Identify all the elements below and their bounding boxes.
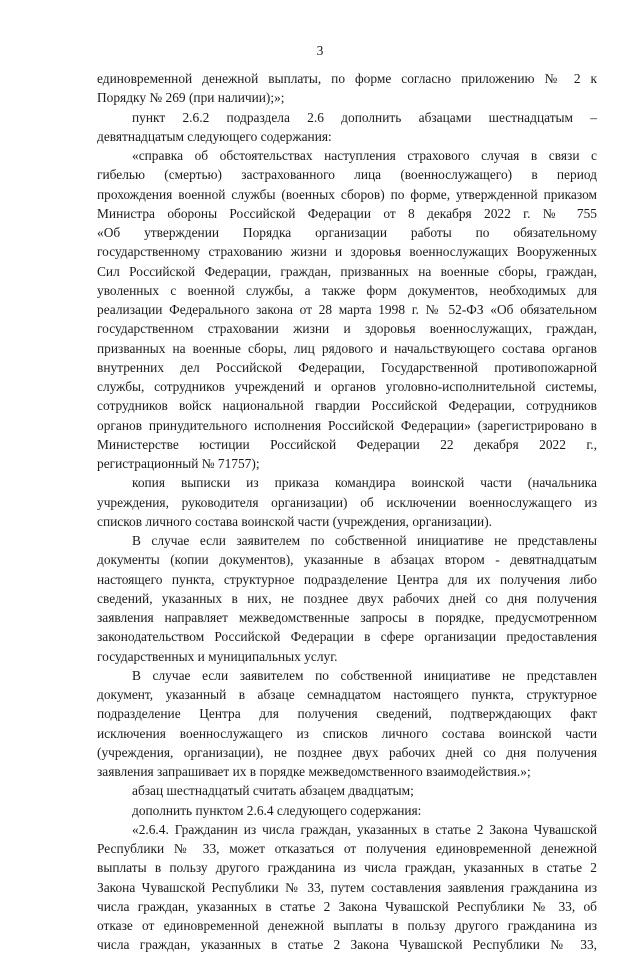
text-line: государственном страховании жизни и здоровья военнослужащих, граждан, xyxy=(97,321,597,337)
text-line: подразделение Центра для получения сведений, подтверждающих факт xyxy=(97,706,597,722)
text-line: государственных и муниципальных услуг. xyxy=(97,648,338,664)
text-line: В случае если заявителем по собственной инициативе не представлены xyxy=(132,533,597,548)
text-line: документ, указанный в абзаце семнадцатом настоящего пункта, структурное xyxy=(97,687,597,702)
text-line: единовременной денежной выплаты, по форме согласно приложению № 2 к xyxy=(97,71,597,86)
text-line: регистрационный № 71757); xyxy=(97,456,260,471)
text-line: В случае если заявителем по собственной инициативе не представлен xyxy=(132,667,597,683)
text-line: гибелью (смертью) застрахованного лица (военнослужащего) в период xyxy=(97,167,597,183)
text-line: «2.6.4. Гражданин из числа граждан, указанных в статье 2 Закона Чувашской xyxy=(132,821,597,837)
text-line: внутренних дел Российской Федерации, Государственной противопожарной xyxy=(97,359,597,375)
text-line: прохождения военной службы (военных сборов) по форме, утвержденной приказом xyxy=(97,186,597,202)
text-line: Сил Российской Федерации, граждан, призванных на военные сборы, граждан, xyxy=(97,263,597,279)
text-line: учреждения, руководителя организации) об исключении военнослужащего из xyxy=(97,494,597,510)
text-line: дополнить пунктом 2.6.4 следующего содержания: xyxy=(132,802,422,818)
text-line: списков личного состава воинской части (учреждения, организации). xyxy=(97,513,493,529)
text-line: государственному страхованию жизни и здоровья военнослужащих Вооруженных xyxy=(97,244,597,260)
page-number: 3 xyxy=(316,43,324,58)
text-line: реализации Федерального закона от 28 марта 1998 г. № 52-ФЗ «Об обязательном xyxy=(97,302,597,317)
text-line: Министерстве юстиции Российской Федерации 22 декабря 2022 г., xyxy=(97,436,597,452)
text-line: органов принудительного исполнения Российской Федерации» (зарегистрировано в xyxy=(97,417,597,433)
text-line: (учреждения, организации), не позднее двух рабочих дней со дня получения xyxy=(97,744,597,760)
text-line: числа граждан, указанных в статье 2 Закона Чувашской Республики № 33, xyxy=(97,937,597,953)
document-body xyxy=(97,69,597,955)
text-line: копия выписки из приказа командира воинской части (начальника xyxy=(132,475,597,491)
text-line: службы, сотрудников учреждений и органов уголовно-исполнительной системы, xyxy=(97,379,597,394)
text-line: заявления запрашивает их в порядке межведомственного взаимодействия.»; xyxy=(97,764,531,779)
text-line: сведений, указанных в них, не позднее двух рабочих дней со дня получения xyxy=(97,590,597,606)
text-line: «Об утверждении Порядка организации работы по обязательному xyxy=(97,225,597,240)
text-line: Министра обороны Российской Федерации от 8 декабря 2022 г. № 755 xyxy=(97,205,597,221)
text-line: числа граждан, указанных в статье 2 Закона Чувашской Республики № 33, об xyxy=(97,898,597,914)
text-line: Закона Чувашской Республики № 33, путем составления заявления гражданина из xyxy=(97,879,597,895)
text-line: документы (копии документов), указанные в абзацах втором - девятнадцатым xyxy=(97,552,597,568)
text-line: настоящего пункта, структурное подразделение Центра для их получения либо xyxy=(97,571,597,587)
text-line: уволенных с военной службы, а также форм документов, необходимых для xyxy=(97,282,597,298)
text-line: пункт 2.6.2 подраздела 2.6 дополнить абзацами шестнадцатым – xyxy=(132,109,597,125)
text-line: «справка об обстоятельствах наступления страхового случая в связи с xyxy=(132,148,597,163)
text-line: законодательством Российской Федерации в сфере организации предоставления xyxy=(97,629,597,645)
text-line: Порядку № 269 (при наличии);»; xyxy=(97,90,285,106)
text-line: сотрудников войск национальной гвардии Российской Федерации, сотрудников xyxy=(97,398,597,414)
text-line: призванных на военные сборы, лиц рядового и начальствующего состава органов xyxy=(97,340,597,356)
text-line: девятнадцатым следующего содержания: xyxy=(97,128,332,144)
text-line: исключения военнослужащего из списков личного состава воинской части xyxy=(97,725,597,741)
text-line: абзац шестнадцатый считать абзацем двадцатым; xyxy=(132,783,414,799)
text-line: отказе от единовременной денежной выплаты в пользу другого гражданина из xyxy=(97,918,597,933)
text-line: выплаты в пользу другого гражданина из числа граждан, указанных в статье 2 xyxy=(97,860,597,876)
text-line: заявления направляет межведомственные запросы в порядке, предусмотренном xyxy=(97,610,597,625)
text-line: Республики № 33, может отказаться от получения единовременной денежной xyxy=(97,841,597,856)
